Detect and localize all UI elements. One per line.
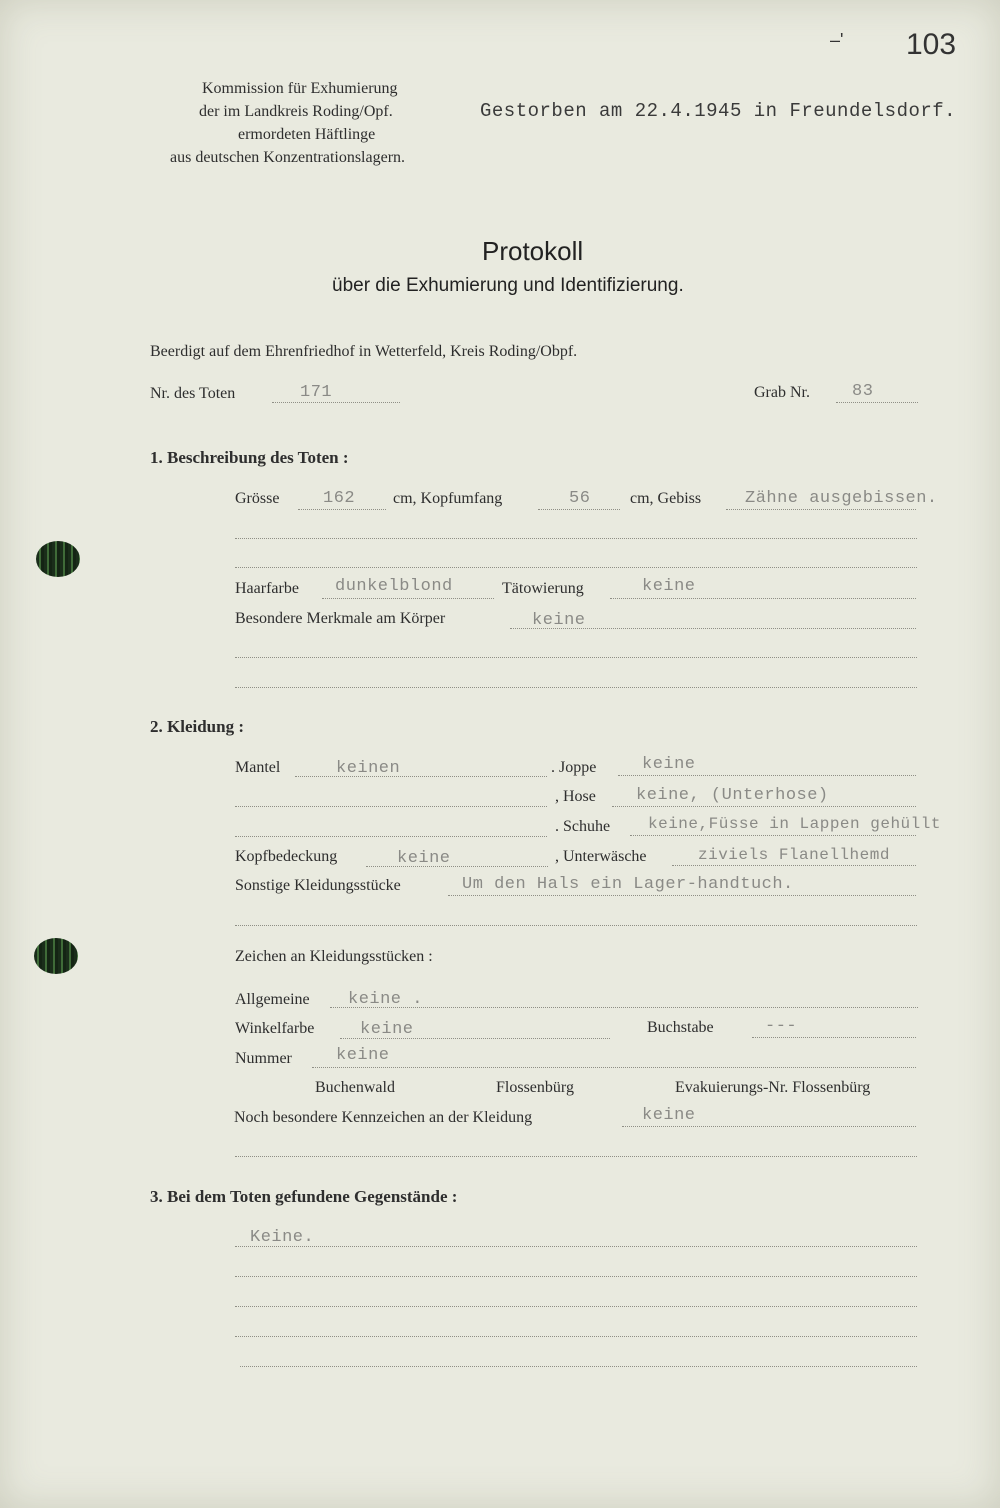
merkmale-value: keine xyxy=(532,611,586,630)
punch-hole xyxy=(36,541,80,577)
haarfarbe-value: dunkelblond xyxy=(335,577,453,596)
death-note: Gestorben am 22.4.1945 in Freundelsdorf. xyxy=(480,100,957,122)
section3-heading: 3. Bei dem Toten gefundene Gegenstände : xyxy=(150,1187,458,1206)
allgemeine-label: Allgemeine xyxy=(235,991,310,1008)
evakuierungs-label: Evakuierungs-Nr. Flossenbürg xyxy=(675,1079,871,1096)
grave-number-value: 83 xyxy=(852,382,874,401)
kennzeichen-value: keine xyxy=(642,1106,696,1125)
joppe-label: . Joppe xyxy=(551,759,597,776)
mantel-label: Mantel xyxy=(235,759,281,776)
haarfarbe-label: Haarfarbe xyxy=(235,580,299,597)
unterwaesche-value: ziviels Flanellhemd xyxy=(698,846,890,864)
punch-hole xyxy=(34,938,78,974)
buchstabe-label: Buchstabe xyxy=(647,1019,714,1036)
nummer-label: Nummer xyxy=(235,1050,292,1067)
section2-heading: 2. Kleidung : xyxy=(150,717,244,736)
kopfbedeckung-value: keine xyxy=(397,849,451,868)
kopfumfang-label: cm, Kopfumfang xyxy=(393,490,503,507)
mantel-value: keinen xyxy=(336,759,401,778)
gebiss-label: cm, Gebiss xyxy=(630,490,702,507)
kopfbedeckung-label: Kopfbedeckung xyxy=(235,848,338,865)
groesse-value: 162 xyxy=(323,489,356,508)
schuhe-value: keine,Füsse in Lappen gehüllt xyxy=(648,815,941,833)
groesse-label: Grösse xyxy=(235,490,280,507)
sonstige-value: Um den Hals ein Lager-handtuch. xyxy=(462,875,794,894)
allgemeine-value: keine . xyxy=(348,990,423,1009)
page-number: 103 xyxy=(906,28,957,61)
gebiss-value: Zähne ausgebissen. xyxy=(745,489,938,508)
commission-line-2: der im Landkreis Roding/Opf. xyxy=(199,103,393,120)
nummer-value: keine xyxy=(336,1046,390,1065)
winkelfarbe-value: keine xyxy=(360,1020,414,1039)
page-title: Protokoll xyxy=(482,236,584,266)
dead-number-label: Nr. des Toten xyxy=(150,385,236,402)
commission-line-1: Kommission für Exhumierung xyxy=(202,80,398,97)
taetowierung-label: Tätowierung xyxy=(502,580,584,597)
section1-heading: 1. Beschreibung des Toten : xyxy=(150,448,349,467)
buchenwald-label: Buchenwald xyxy=(315,1079,395,1096)
section3-value: Keine. xyxy=(250,1228,315,1247)
schuhe-label: . Schuhe xyxy=(555,818,611,835)
unterwaesche-label: , Unterwäsche xyxy=(555,848,647,865)
flossenbuerg-label: Flossenbürg xyxy=(496,1079,574,1096)
burial-line: Beerdigt auf dem Ehrenfriedhof in Wetterfeld, Kreis Roding/Obpf. xyxy=(150,343,578,360)
kennzeichen-label: Noch besondere Kennzeichen an der Kleidung xyxy=(234,1109,533,1126)
grave-number-label: Grab Nr. xyxy=(754,384,810,401)
kopfumfang-value: 56 xyxy=(569,489,591,508)
zeichen-heading: Zeichen an Kleidungsstücken : xyxy=(235,948,433,965)
sonstige-label: Sonstige Kleidungsstücke xyxy=(235,877,401,894)
page-subtitle: über die Exhumierung und Identifizierung. xyxy=(332,275,684,296)
hose-value: keine, (Unterhose) xyxy=(636,786,829,805)
page-mark: –' xyxy=(830,30,844,50)
dead-number-value: 171 xyxy=(300,383,333,402)
hose-label: , Hose xyxy=(555,788,596,805)
taetowierung-value: keine xyxy=(642,577,696,596)
joppe-value: keine xyxy=(642,755,696,774)
merkmale-label: Besondere Merkmale am Körper xyxy=(235,610,446,627)
winkelfarbe-label: Winkelfarbe xyxy=(235,1020,315,1037)
commission-line-3: ermordeten Häftlinge xyxy=(238,126,376,143)
commission-line-4: aus deutschen Konzentrationslagern. xyxy=(170,149,406,166)
buchstabe-value: --- xyxy=(765,1017,798,1036)
